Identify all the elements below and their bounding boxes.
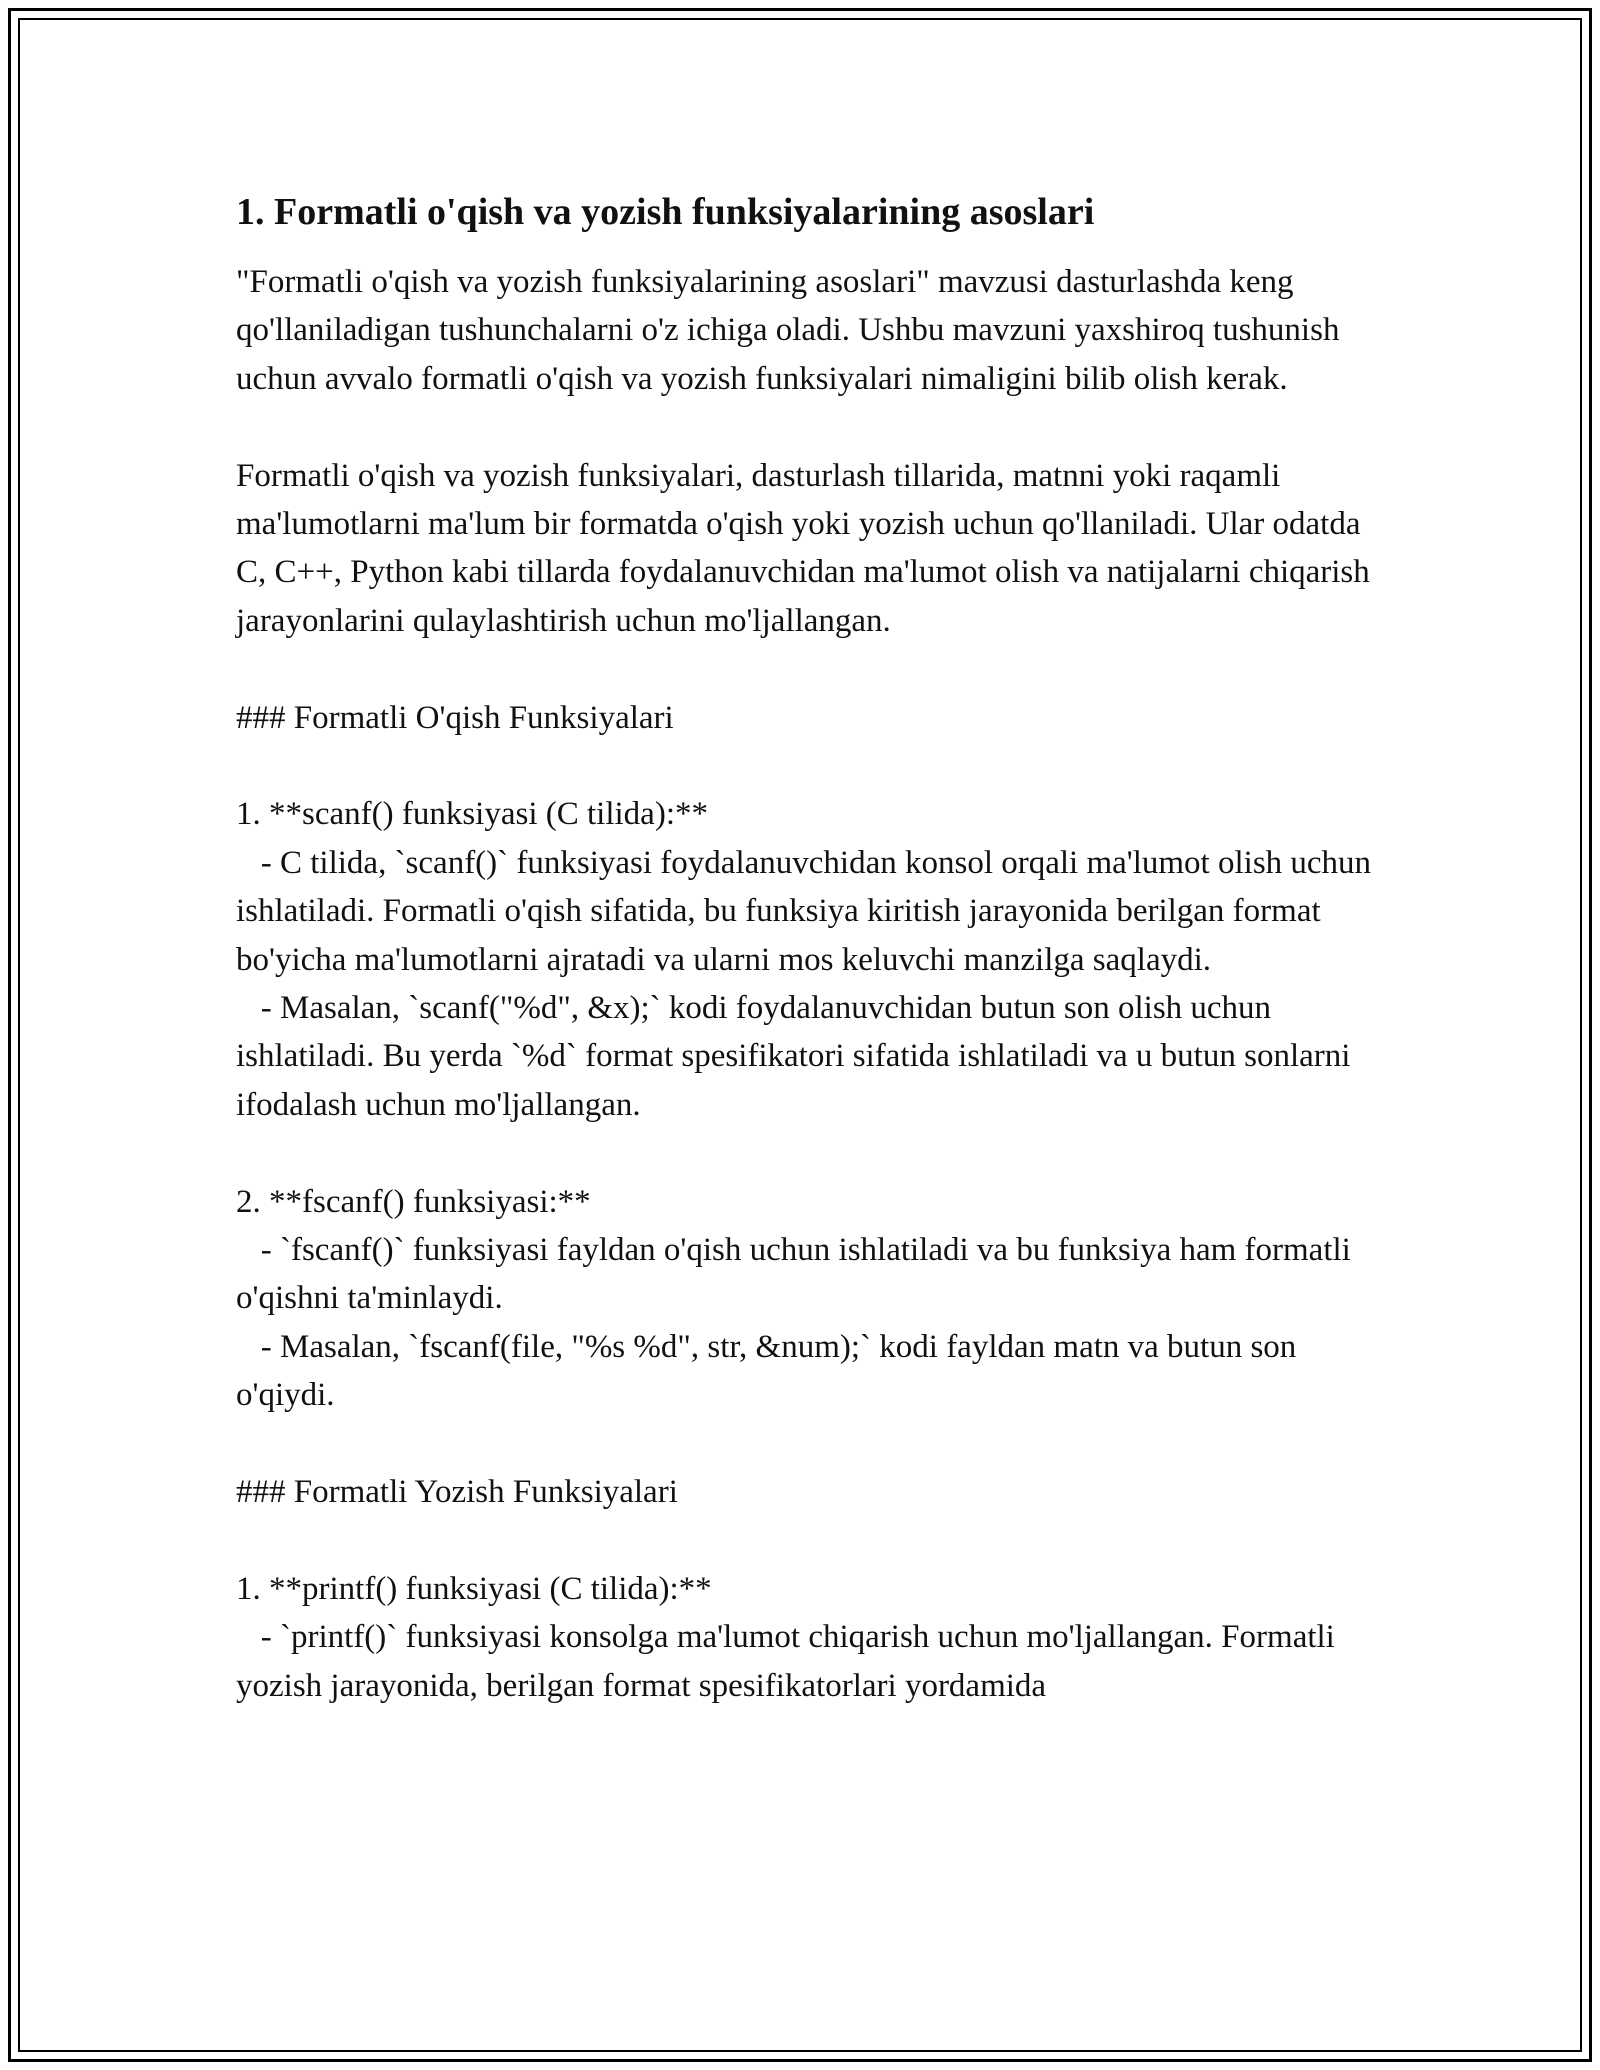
document-title: 1. Formatli o'qish va yozish funksiyalarining asoslari xyxy=(236,191,1095,233)
document-body xyxy=(236,186,1386,1710)
paragraph-gap xyxy=(236,1129,1386,1177)
paragraph-gap xyxy=(236,1516,1386,1564)
definition-paragraph: Formatli o'qish va yozish funksiyalari, dasturlash tillarida, matnni yoki raqamli ma'lumotlarni ma'lum bir formatda o'qish yoki yozish uchun qo'llaniladi. Ular odatda C, C++, Python kabi tillarda foydalanuvchidan ma'lumot olish va natijalarni chiqarish jarayonlarini qulaylashtirish uchun mo'ljallangan. xyxy=(236,457,1379,639)
paragraph-gap xyxy=(236,403,1386,451)
scanf-item-example: - Masalan, `scanf("%d", &x);` kodi foydalanuvchidan butun son olish uchun ishlatiladi. Bu yerda `%d` format spesifikatori sifatida ishlatiladi va u butun sonlarni ifodalash uchun mo'ljallangan. xyxy=(236,990,1359,1123)
printf-item-title: 1. **printf() funksiyasi (C tilida):** xyxy=(236,1570,712,1607)
paragraph-gap xyxy=(236,1420,1386,1468)
printf-item-description: - `printf()` funksiyasi konsolga ma'lumot chiqarish uchun mo'ljallangan. Formatli yozish jarayonida, berilgan format spesifikatorlari yordamida xyxy=(236,1619,1344,1704)
scanf-item-description: - C tilida, `scanf()` funksiyasi foydalanuvchidan konsol orqali ma'lumot olish uchun ishlatiladi. Formatli o'qish sifatida, bu funksiya kiritish jarayonida berilgan format bo'yicha ma'lumotlarni ajratadi va ularni mos keluvchi manzilga saqlaydi. xyxy=(236,844,1380,978)
fscanf-item-example: - Masalan, `fscanf(file, "%s %d", str, &num);` kodi fayldan matn va butun son o'qiydi. xyxy=(236,1328,1305,1414)
intro-paragraph: "Formatli o'qish va yozish funksiyalarining asoslari" mavzusi dasturlashda keng qo'llaniladigan tushunchalarni o'z ichiga oladi. Ushbu mavzuni yaxshiroq tushunish uchun avvalo formatli o'qish va yozish funksiyalari nimaligini bilib olish kerak. xyxy=(236,264,1348,397)
scanf-item-title: 1. **scanf() funksiyasi (C tilida):** xyxy=(236,796,708,833)
writing-section-heading: ### Formatli Yozish Funksiyalari xyxy=(236,1474,678,1511)
fscanf-item-description: - `fscanf()` funksiyasi fayldan o'qish uchun ishlatiladi va bu funksiya ham formatli o'qishni ta'minlaydi. xyxy=(236,1232,1360,1317)
paragraph-gap xyxy=(236,645,1386,693)
fscanf-item-title: 2. **fscanf() funksiyasi:** xyxy=(236,1183,591,1220)
paragraph-gap xyxy=(236,742,1386,790)
reading-section-heading: ### Formatli O'qish Funksiyalari xyxy=(236,699,674,736)
